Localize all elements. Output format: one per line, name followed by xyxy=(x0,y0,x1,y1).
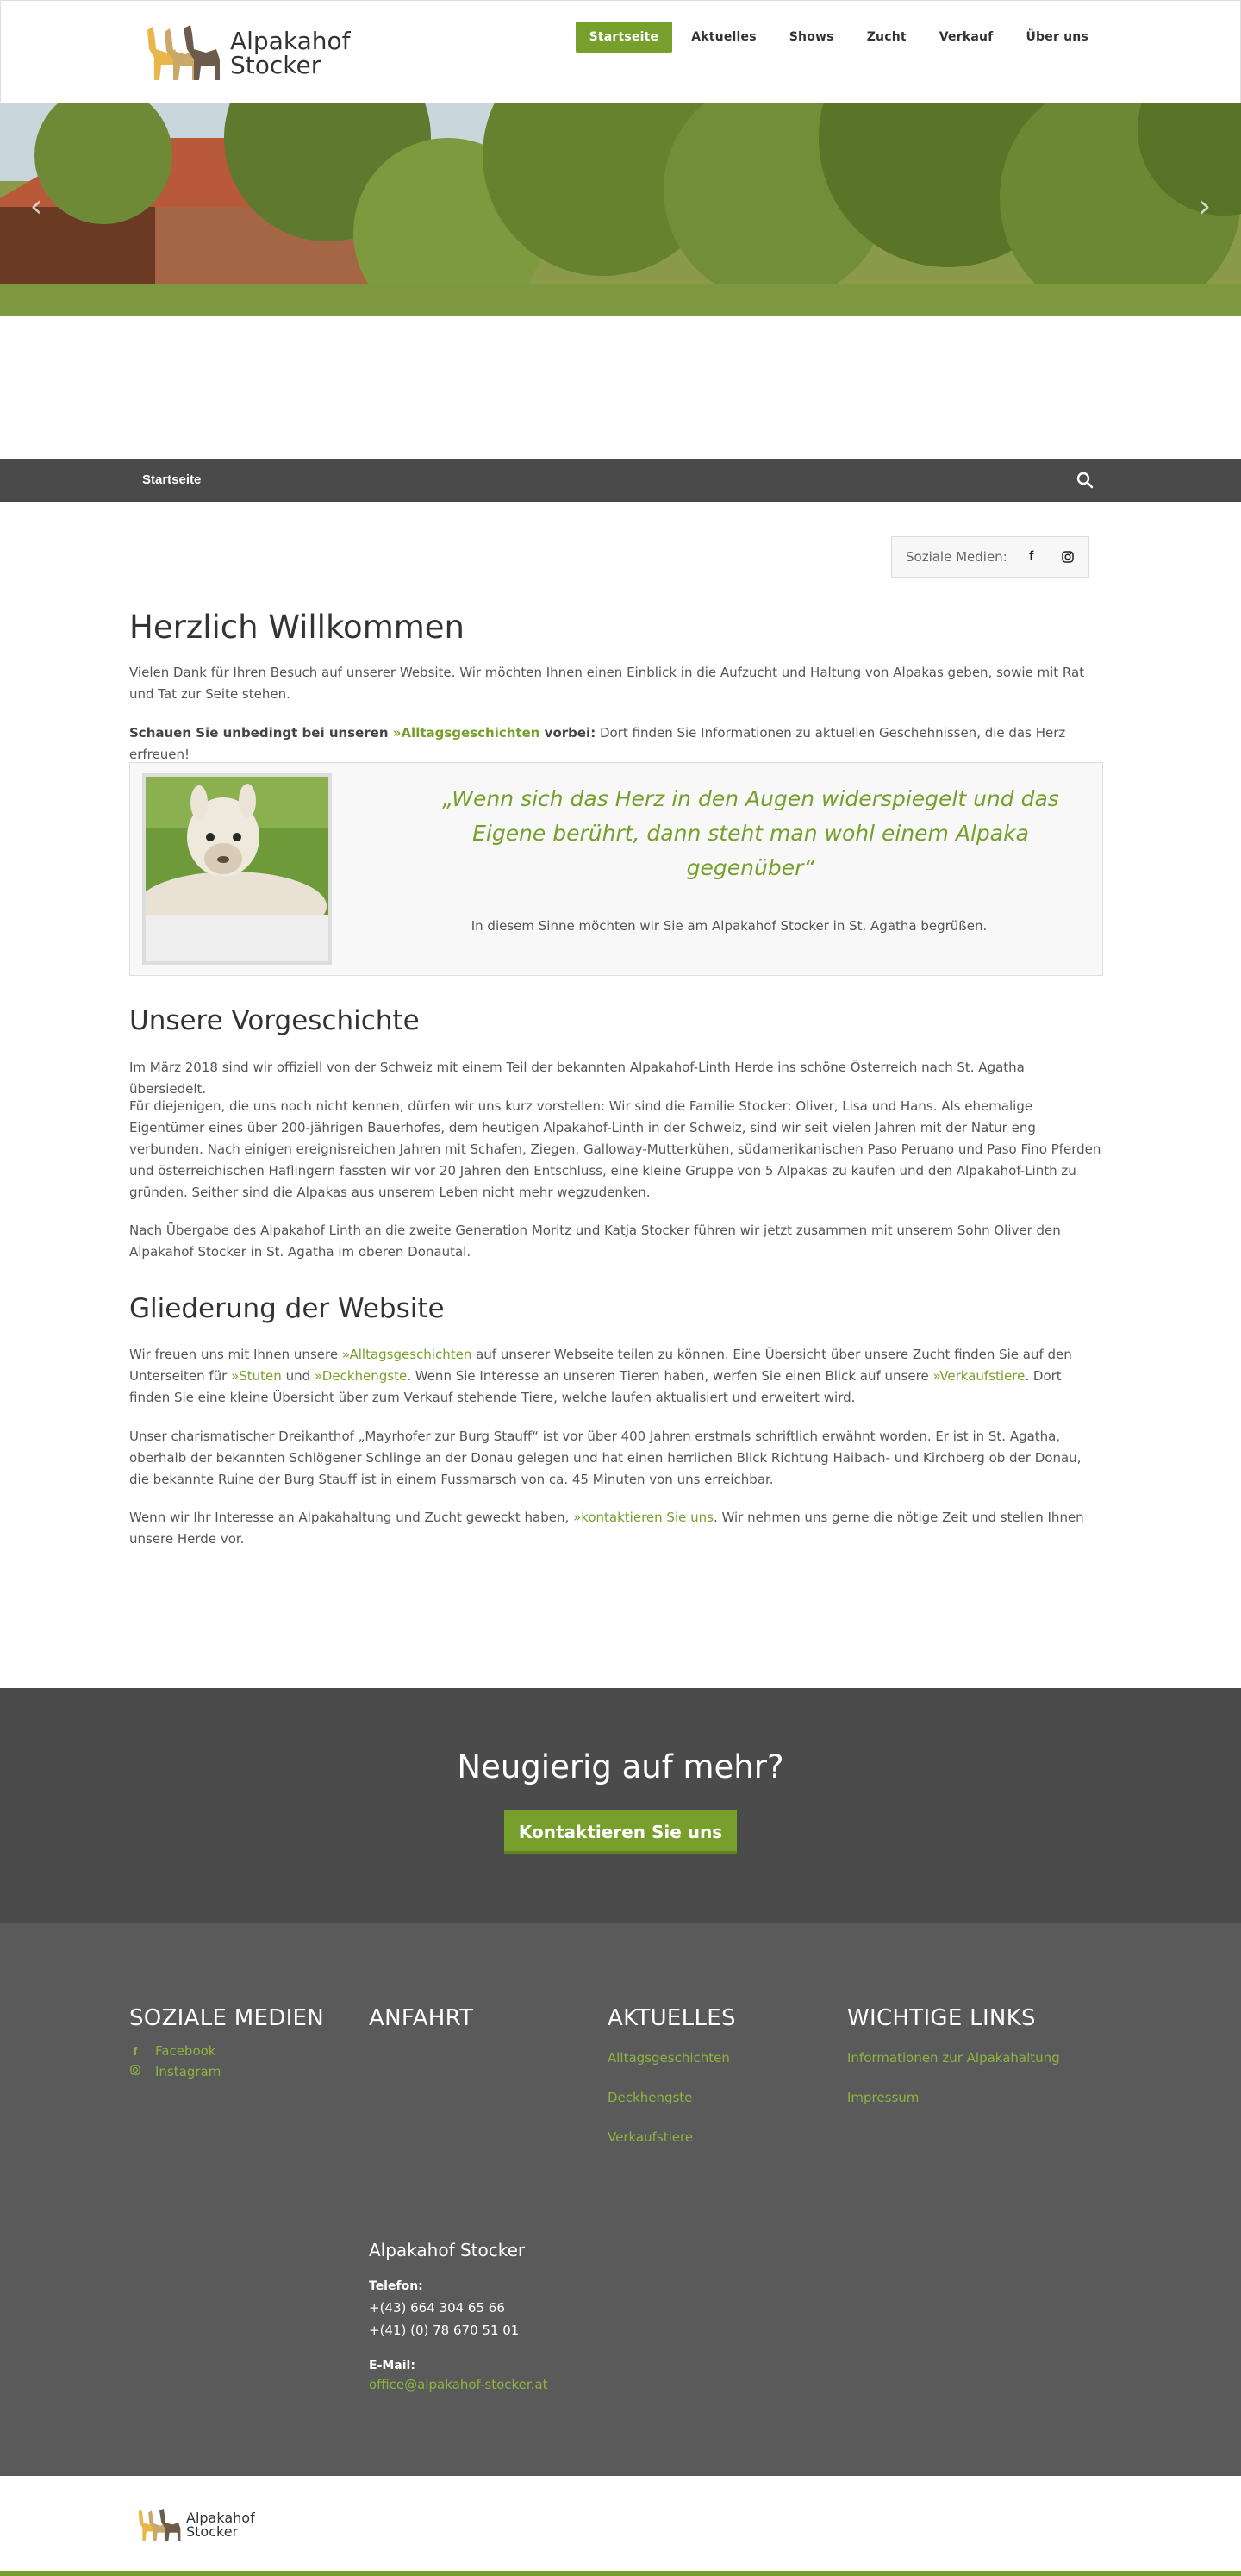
logo-line-1: Alpakahof xyxy=(230,27,351,55)
structure-p1-c: und xyxy=(281,1368,315,1384)
link-alltagsgeschichten[interactable]: »Alltagsgeschichten xyxy=(392,725,540,741)
facebook-icon: f xyxy=(133,2044,138,2058)
phone-1: +(43) 664 304 65 66 xyxy=(369,2300,505,2316)
footer-link-impressum[interactable]: Impressum xyxy=(847,2090,920,2105)
social-label: Soziale Medien: xyxy=(906,549,1007,565)
email-label: E-Mail: xyxy=(369,2359,415,2373)
footer-contact xyxy=(369,2240,714,2392)
welcome-title: Herzlich Willkommen xyxy=(129,609,465,646)
hero-slider[interactable] xyxy=(0,103,1241,316)
structure-p3-b: . Wir nehmen uns gerne die nötige Zeit und stellen Ihnen unsere Herde vor. xyxy=(129,1510,1084,1547)
instagram-icon xyxy=(129,2065,141,2079)
structure-p1-a: Wir freuen uns mit Ihnen unsere xyxy=(129,1347,342,1362)
footer-anfahrt-title: ANFAHRT xyxy=(369,2005,474,2031)
alpaca-logo-icon xyxy=(140,23,227,84)
footer-col-links xyxy=(847,2005,1106,2129)
history-p1: Im März 2018 sind wir offiziell von der Schweiz mit einem Teil der bekannten Alpakahof-Linth Herde ins schöne Österreich nach St. Agatha übersiedelt. xyxy=(129,1060,1025,1097)
structure-p1-e: . Dort finden Sie eine kleine Übersicht über zum Verkauf stehende Tiere, welche laufen aktualisiert und erweitert wird. xyxy=(129,1368,1062,1405)
phone-label: Telefon: xyxy=(369,2279,423,2293)
nav-startseite[interactable]: Startseite xyxy=(576,22,673,53)
tip-bold-2: vorbei: xyxy=(539,725,596,741)
link-kontaktieren[interactable]: »kontaktieren Sie uns xyxy=(573,1510,714,1525)
footer-instagram-link[interactable] xyxy=(129,2064,353,2079)
structure-p1 xyxy=(129,1344,1103,1409)
history-p3: Nach Übergabe des Alpakahof Linth an die zweite Generation Moritz und Katja Stocker führen wir jetzt zusammen mit unserem Sohn Oliver den Alpakahof Stocker in St. Agatha im oberen Donautal. xyxy=(129,1222,1061,1260)
footer-link-alpakahaltung[interactable]: Informationen zur Alpakahaltung xyxy=(847,2050,1060,2066)
footer-facebook-label: Facebook xyxy=(155,2043,216,2059)
footer-col-anfahrt xyxy=(369,2005,593,2043)
footer-social-title: SOZIALE MEDIEN xyxy=(129,2005,325,2031)
structure-p3 xyxy=(129,1507,1103,1550)
breadcrumb-bar xyxy=(0,459,1241,502)
site-header xyxy=(0,0,1241,103)
footer-link-deckhengste[interactable]: Deckhengste xyxy=(608,2090,693,2105)
hero-image xyxy=(0,103,1241,316)
nav-zucht[interactable]: Zucht xyxy=(866,30,907,44)
facebook-icon[interactable]: f xyxy=(1029,549,1034,564)
footer-col-social xyxy=(129,2005,353,2085)
phone-2: +(41) (0) 78 670 51 01 xyxy=(369,2323,520,2338)
link-alltagsgeschichten-2[interactable]: »Alltagsgeschichten xyxy=(341,1347,472,1362)
structure-p2: Unser charismatischer Dreikanthof „Mayrhofer zur Burg Stauff“ ist vor über 400 Jahren erstmals schriftlich erwähnt worden. Er ist in St. Agatha, oberhalb der bekannten Schlögener Schlinge an der Donau gelegen und hat einen herrlichen Blick Richtung Haibach- und Kirchberg ob der Donau, die bekannte Ruine der Burg Stauff ist in einem Fussmarsch von ca. 45 Minuten von uns erreichbar. xyxy=(129,1429,1082,1487)
history-title: Unsere Vorgeschichte xyxy=(129,1005,420,1036)
quote-box xyxy=(129,762,1103,976)
welcome-intro: Vielen Dank für Ihren Besuch auf unserer Website. Wir möchten Ihnen einen Einblick in die Aufzucht und Haltung von Alpakas geben, sowie mit Rat und Tat zur Seite stehen. xyxy=(129,665,1085,702)
tip-bold-1: Schauen Sie unbedingt bei unseren xyxy=(129,725,393,741)
contact-title: Alpakahof Stocker xyxy=(369,2240,526,2260)
bottom-logo-line-1: Alpakahof xyxy=(186,2510,255,2526)
nav-verkauf[interactable]: Verkauf xyxy=(939,30,994,44)
footer-instagram-label: Instagram xyxy=(155,2064,221,2079)
nav-aktuelles[interactable]: Aktuelles xyxy=(691,30,757,44)
main-nav xyxy=(576,22,1102,53)
quote-subtext: In diesem Sinne möchten wir Sie am Alpakahof Stocker in St. Agatha begrüßen. xyxy=(471,918,988,934)
alpaca-photo xyxy=(142,773,332,965)
structure-p1-b: auf unserer Webseite teilen zu können. Eine Übersicht über unsere Zucht finden Sie auf den Unterseiten für xyxy=(129,1347,1072,1384)
chevron-right-icon[interactable]: › xyxy=(1198,189,1212,224)
alpaca-logo-icon xyxy=(134,2507,184,2543)
nav-ueber-uns[interactable]: Über uns xyxy=(1026,30,1088,44)
contact-button[interactable]: Kontaktieren Sie uns xyxy=(504,1810,737,1854)
bottom-logo-line-2: Stocker xyxy=(186,2523,239,2540)
link-deckhengste[interactable]: »Deckhengste xyxy=(314,1368,408,1384)
logo-line-2: Stocker xyxy=(230,51,321,79)
footer-col-aktuelles xyxy=(608,2005,832,2169)
bottom-logo-text xyxy=(186,2511,255,2539)
search-icon[interactable] xyxy=(1076,471,1094,490)
bottom-bar xyxy=(0,2476,1241,2576)
footer-link-verkaufstiere[interactable]: Verkaufstiere xyxy=(608,2129,694,2145)
quote-text: „Wenn sich das Herz in den Augen widerspiegelt und das Eigene berührt, dann steht man wohl einem Alpaka gegenüber“ xyxy=(442,786,1059,880)
alpaca-image xyxy=(146,777,328,915)
link-verkaufstiere[interactable]: »Verkaufstiere xyxy=(932,1368,1026,1384)
bottom-logo[interactable] xyxy=(134,2507,255,2543)
cta-section xyxy=(0,1688,1241,1923)
instagram-icon[interactable] xyxy=(1056,545,1080,569)
history-p2: Für diejenigen, die uns noch nicht kennen, dürfen wir uns kurz vorstellen: Wir sind die Familie Stocker: Oliver, Lisa und Hans. Als ehemalige Eigentümer eines über 200-jährigen Bauerhofes, dem heutigen Alpakahof-Linth in der Schweiz, sind wir seit vielen Jahren mit der Natur eng verbunden. Nach einigen ereignisreichen Jahren mit Schafen, Ziegen, Galloway-Mutterkühen, südamerikanischen Paso Peruano und Paso Fino Pferden und österreichischen Haflingern fassten wir vor 20 Jahren den Entschluss, eine kleine Gruppe von 5 Alpakas zu kaufen und den Alpakahof-Linth zu gründen. Seither sind die Alpakas aus unserem Leben nicht mehr wegzudenken. xyxy=(129,1098,1101,1200)
nav-shows[interactable]: Shows xyxy=(789,30,834,44)
welcome-tip xyxy=(129,722,1103,766)
cta-title: Neugierig auf mehr? xyxy=(457,1748,784,1785)
link-stuten[interactable]: »Stuten xyxy=(231,1368,282,1384)
logo-text xyxy=(230,29,350,78)
footer-links-title: WICHTIGE LINKS xyxy=(847,2005,1036,2031)
footer-aktuelles-title: AKTUELLES xyxy=(608,2005,736,2031)
tip-rest: Dort finden Sie Informationen zu aktuellen Geschehnissen, die das Herz erfreuen! xyxy=(129,725,1066,762)
chevron-left-icon[interactable]: ‹ xyxy=(29,189,43,224)
footer-facebook-link[interactable] xyxy=(129,2043,353,2059)
site-footer xyxy=(0,1923,1241,2476)
email-link[interactable]: office@alpakahof-stocker.at xyxy=(369,2377,548,2392)
footer-link-alltagsgeschichten[interactable]: Alltagsgeschichten xyxy=(608,2050,730,2066)
structure-p1-d: . Wenn Sie Interesse an unseren Tieren haben, werfen Sie einen Blick auf unsere xyxy=(407,1368,933,1384)
site-logo[interactable] xyxy=(140,23,365,84)
social-media-box xyxy=(891,536,1089,578)
structure-title: Gliederung der Website xyxy=(129,1293,445,1324)
breadcrumb-startseite[interactable]: Startseite xyxy=(142,472,202,487)
structure-p3-a: Wenn wir Ihr Interesse an Alpakahaltung und Zucht geweckt haben, xyxy=(129,1510,574,1525)
